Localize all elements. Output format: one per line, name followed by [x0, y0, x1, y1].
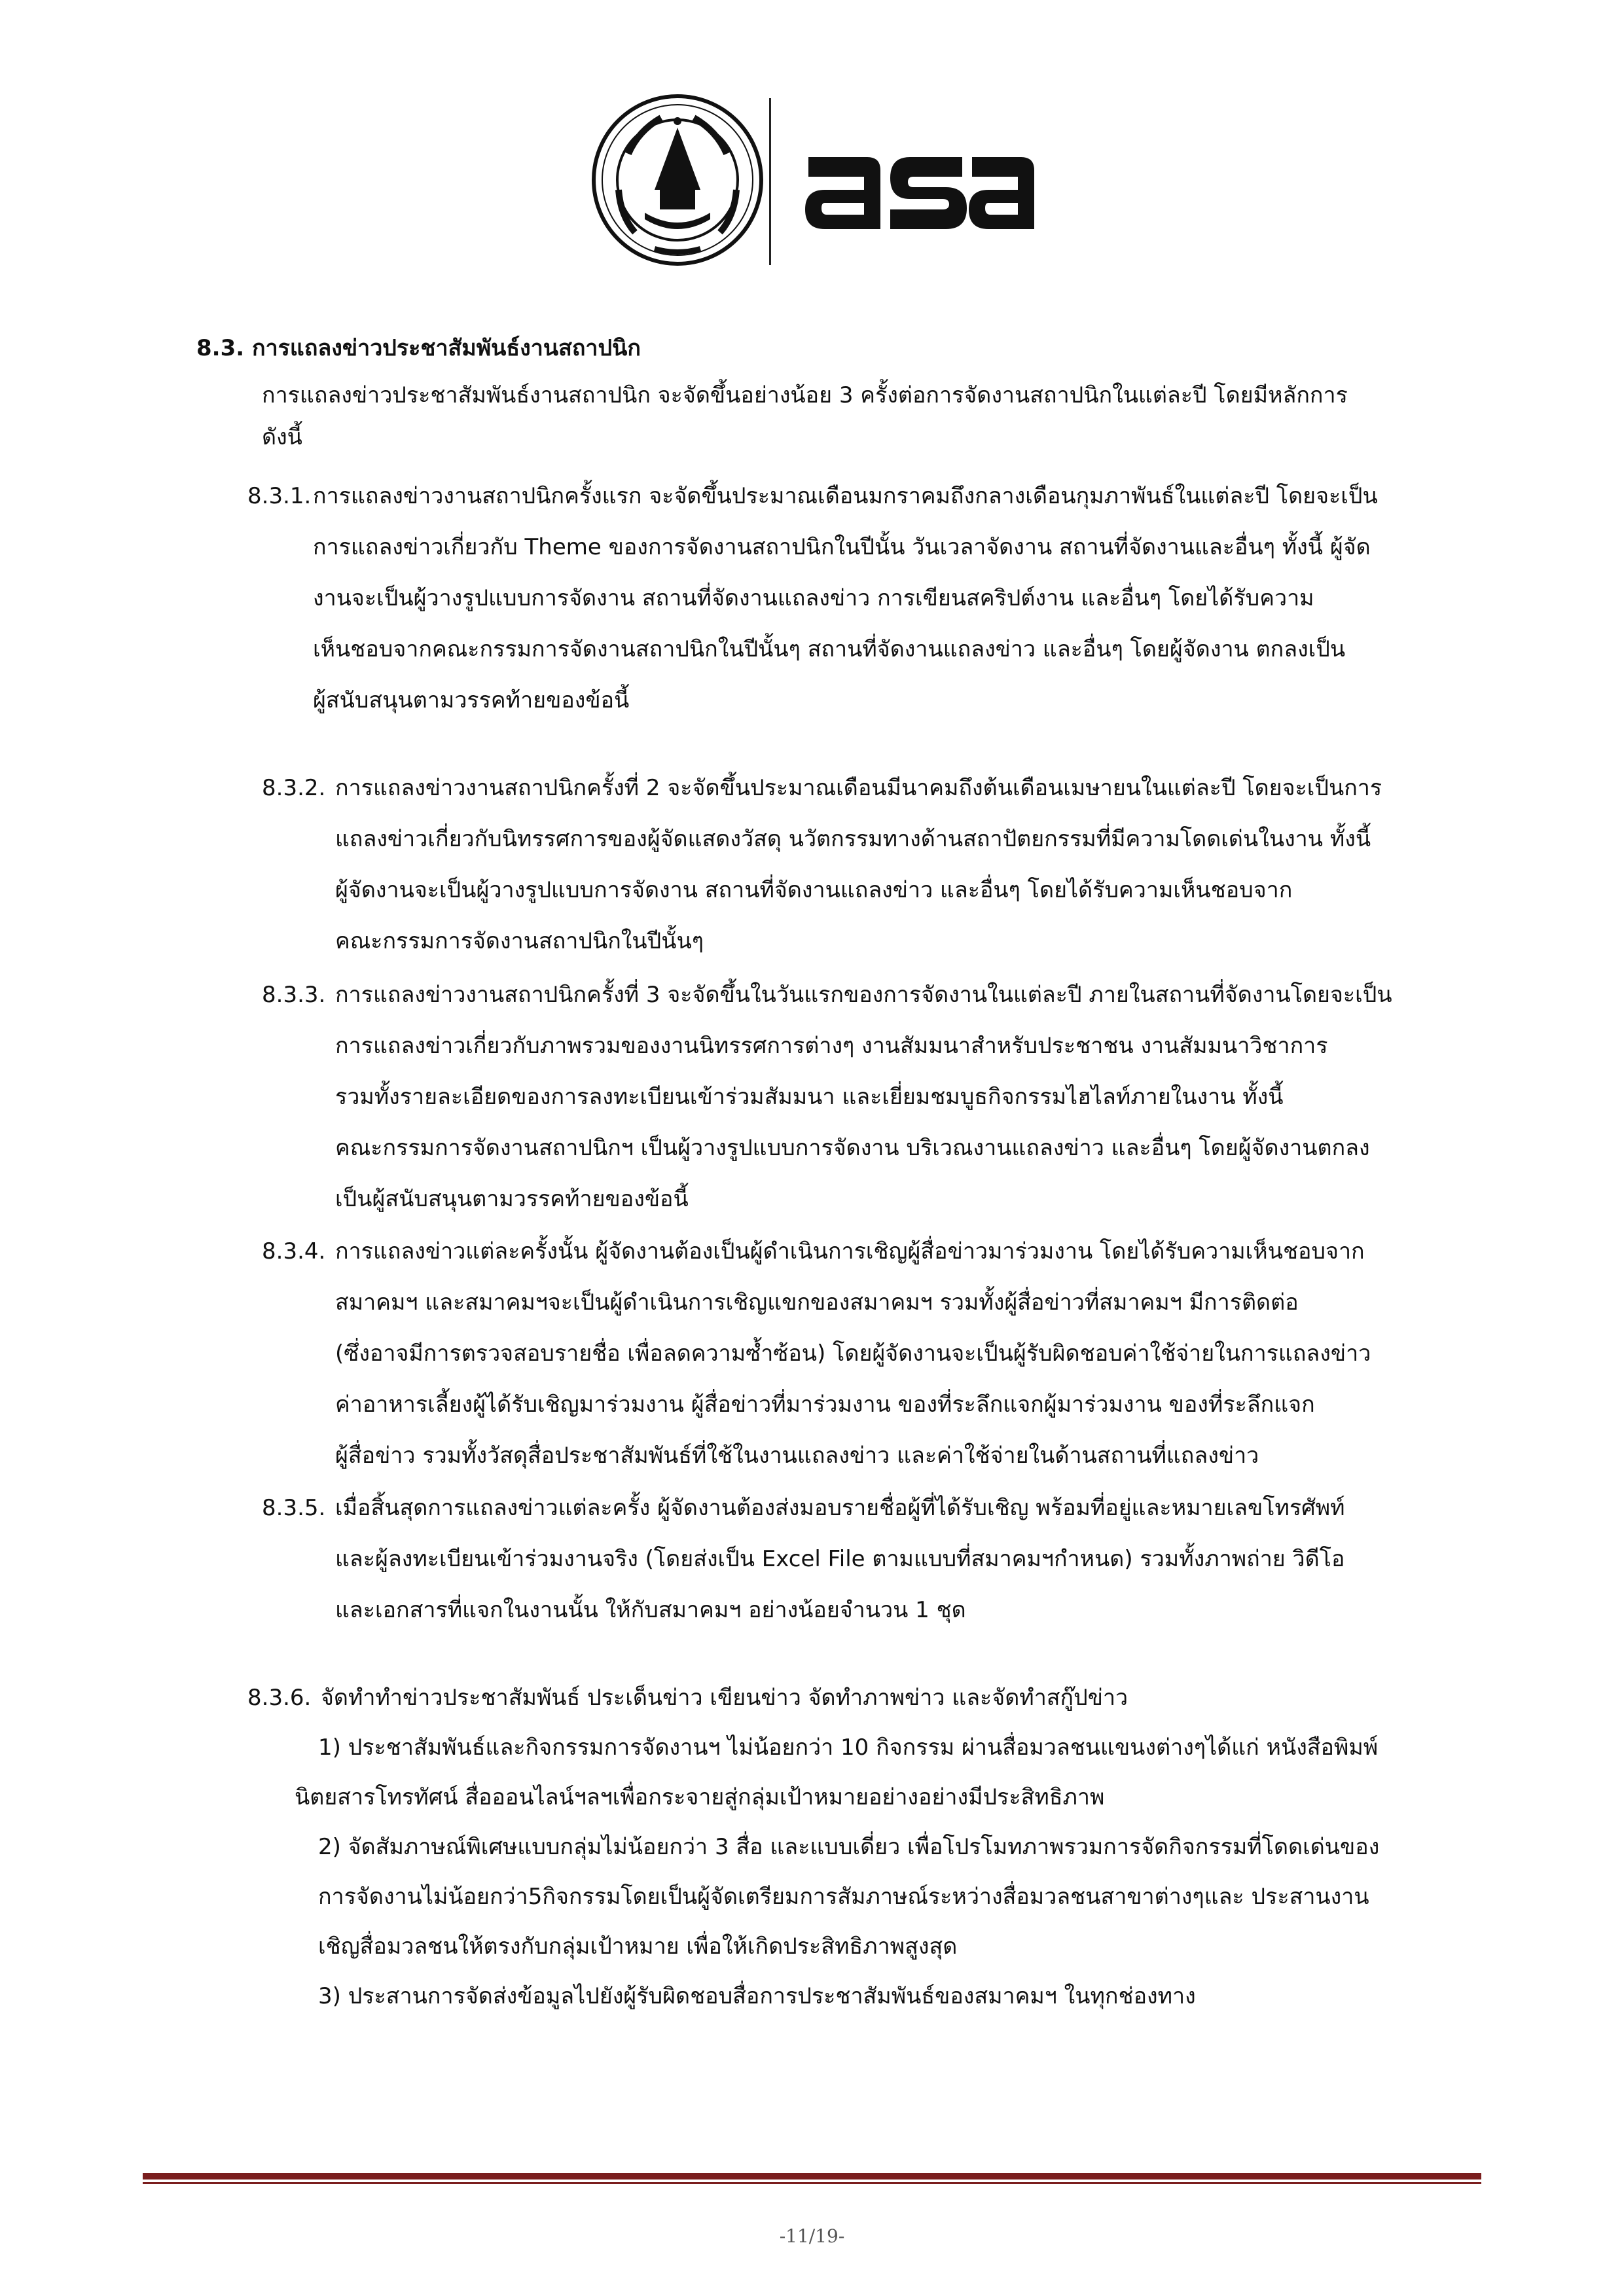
item-line: และผู้ลงทะเบียนเข้าร่วมงานจริง (โดยส่งเป็น Excel File ตามแบบที่สมาคมฯกำหนด) รวมทั้งภาพถ่าย วิดีโอ — [335, 1546, 1345, 1572]
item-line: แถลงข่าวเกี่ยวกับนิทรรศการของผู้จัดแสดงวัสดุ นวัตกรรมทางด้านสถาปัตยกรรมที่มีความโดดเด่นในงาน ทั้งนี้ — [335, 826, 1371, 852]
item-line: ผู้จัดงานจะเป็นผู้วางรูปแบบการจัดงาน สถานที่จัดงานแถลงข่าว และอื่นๆ โดยได้รับความเห็นชอบจาก — [335, 877, 1293, 903]
item-line: งานจะเป็นผู้วางรูปแบบการจัดงาน สถานที่จัดงานแถลงข่าว การเขียนสคริปต์งาน และอื่นๆ โดยได้รับความ — [313, 585, 1314, 611]
header-divider — [769, 98, 771, 265]
item-number: 8.3.4. — [262, 1238, 326, 1265]
item-line: ค่าอาหารเลี้ยงผู้ได้รับเชิญมาร่วมงาน ผู้สื่อข่าวที่มาร่วมงาน ของที่ระลึกแจกผู้มาร่วมงาน ของที่ระลึกแจก — [335, 1391, 1315, 1418]
sub-item-line: นิตยสารโทรทัศน์ สื่อออนไลน์ฯลฯเพื่อกระจายสู่กลุ่มเป้าหมายอย่างอย่างมีประสิทธิภาพ — [295, 1784, 1105, 1810]
section-heading: 8.3. การแถลงข่าวประชาสัมพันธ์งานสถาปนิก — [196, 335, 641, 361]
footer-rule-thin — [143, 2182, 1481, 2184]
item-line: เห็นชอบจากคณะกรรมการจัดงานสถาปนิกในปีนั้นๆ สถานที่จัดงานแถลงข่าว และอื่นๆ โดยผู้จัดงาน ตกลงเป็น — [313, 636, 1346, 662]
sub-item-line: การจัดงานไม่น้อยกว่า5กิจกรรมโดยเป็นผู้จัดเตรียมการสัมภาษณ์ระหว่างสื่อมวลชนสาขาต่างๆและ ประสานงาน — [318, 1884, 1369, 1910]
item-number: 8.3.2. — [262, 775, 326, 801]
item-line: รวมทั้งรายละเอียดของการลงทะเบียนเข้าร่วมสัมมนา และเยี่ยมชมบูธกิจกรรมไฮไลท์ภายในงาน ทั้งนี้ — [335, 1084, 1284, 1110]
item-line: คณะกรรมการจัดงานสถาปนิกฯ เป็นผู้วางรูปแบบการจัดงาน บริเวณงานแถลงข่าว และอื่นๆ โดยผู้จัดงานตกลง — [335, 1135, 1370, 1161]
item-line: สมาคมฯ และสมาคมฯจะเป็นผู้ดำเนินการเชิญแขกของสมาคมฯ รวมทั้งผู้สื่อข่าวที่สมาคมฯ มีการติดต่อ — [335, 1289, 1299, 1316]
sub-item-line: 2) จัดสัมภาษณ์พิเศษแบบกลุ่มไม่น้อยกว่า 3 สื่อ และแบบเดี่ยว เพื่อโปรโมทภาพรวมการจัดกิจกรรมที่โดดเด่นของ — [318, 1834, 1380, 1860]
item-line: ผู้สนับสนุนตามวรรคท้ายของข้อนี้ — [313, 687, 630, 713]
sub-item-line: 1) ประชาสัมพันธ์และกิจกรรมการจัดงานฯ ไม่น้อยกว่า 10 กิจกรรม ผ่านสื่อมวลชนแขนงต่างๆได้แก่ หนังสือพิมพ์ — [318, 1734, 1379, 1761]
item-number: 8.3.3. — [262, 982, 326, 1008]
item-line: และเอกสารที่แจกในงานนั้น ให้กับสมาคมฯ อย่างน้อยจำนวน 1 ชุด — [335, 1597, 966, 1623]
asa-seal-logo — [589, 92, 766, 268]
item-number: 8.3.6. — [247, 1685, 312, 1711]
page-number: -11/19- — [779, 2225, 845, 2247]
item-line: การแถลงข่าวงานสถาปนิกครั้งที่ 2 จะจัดขึ้นประมาณเดือนมีนาคมถึงต้นเดือนเมษายนในแต่ละปี โดยจะเป็นการ — [335, 775, 1382, 801]
item-line: การแถลงข่าวแต่ละครั้งนั้น ผู้จัดงานต้องเป็นผู้ดำเนินการเชิญผู้สื่อข่าวมาร่วมงาน โดยได้รับความเห็นชอบจาก — [335, 1238, 1365, 1265]
sub-item-line: เชิญสื่อมวลชนให้ตรงกับกลุ่มเป้าหมาย เพื่อให้เกิดประสิทธิภาพสูงสุด — [318, 1933, 958, 1960]
document-header — [0, 85, 1624, 281]
asa-wordmark-logo — [795, 131, 1044, 242]
item-line: การแถลงข่าวงานสถาปนิกครั้งที่ 3 จะจัดขึ้นในวันแรกของการจัดงานในแต่ละปี ภายในสถานที่จัดงานโดยจะเป็น — [335, 982, 1392, 1008]
item-line: จัดทำทำข่าวประชาสัมพันธ์ ประเด็นข่าว เขียนข่าว จัดทำภาพข่าว และจัดทำสกู๊ปข่าว — [321, 1685, 1128, 1711]
item-number: 8.3.5. — [262, 1495, 326, 1521]
sub-item-line: 3) ประสานการจัดส่งข้อมูลไปยังผู้รับผิดชอบสื่อการประชาสัมพันธ์ของสมาคมฯ ในทุกช่องทาง — [318, 1983, 1196, 2009]
footer-rule — [143, 2173, 1481, 2179]
item-line: ผู้สื่อข่าว รวมทั้งวัสดุสื่อประชาสัมพันธ์ที่ใช้ในงานแถลงข่าว และค่าใช้จ่ายในด้านสถานที่แถลงข่าว — [335, 1443, 1259, 1469]
section-intro-line: การแถลงข่าวประชาสัมพันธ์งานสถาปนิก จะจัดขึ้นอย่างน้อย 3 ครั้งต่อการจัดงานสถาปนิกในแต่ละปี โดยมีหลักการ — [262, 382, 1348, 408]
item-line: (ซึ่งอาจมีการตรวจสอบรายชื่อ เพื่อลดความซ้ำซ้อน) โดยผู้จัดงานจะเป็นผู้รับผิดชอบค่าใช้จ่ายในการแถลงข่าว — [335, 1340, 1371, 1367]
item-line: การแถลงข่าวเกี่ยวกับภาพรวมของงานนิทรรศการต่างๆ งานสัมมนาสำหรับประชาชน งานสัมมนาวิชาการ — [335, 1033, 1328, 1059]
item-line: การแถลงข่าวเกี่ยวกับ Theme ของการจัดงานสถาปนิกในปีนั้น วันเวลาจัดงาน สถานที่จัดงานและอื่นๆ ทั้งนี้ ผู้จัด — [313, 534, 1371, 560]
item-line: เป็นผู้สนับสนุนตามวรรคท้ายของข้อนี้ — [335, 1186, 689, 1212]
item-line: เมื่อสิ้นสุดการแถลงข่าวแต่ละครั้ง ผู้จัดงานต้องส่งมอบรายชื่อผู้ที่ได้รับเชิญ พร้อมที่อยู่และหมายเลขโทรศัพท์ — [335, 1495, 1345, 1521]
section-intro-line: ดังนี้ — [262, 424, 302, 450]
item-line: คณะกรรมการจัดงานสถาปนิกในปีนั้นๆ — [335, 928, 704, 954]
item-number: 8.3.1. — [247, 483, 312, 509]
item-line: การแถลงข่าวงานสถาปนิกครั้งแรก จะจัดขึ้นประมาณเดือนมกราคมถึงกลางเดือนกุมภาพันธ์ในแต่ละปี โดยจะเป็น — [313, 483, 1378, 509]
